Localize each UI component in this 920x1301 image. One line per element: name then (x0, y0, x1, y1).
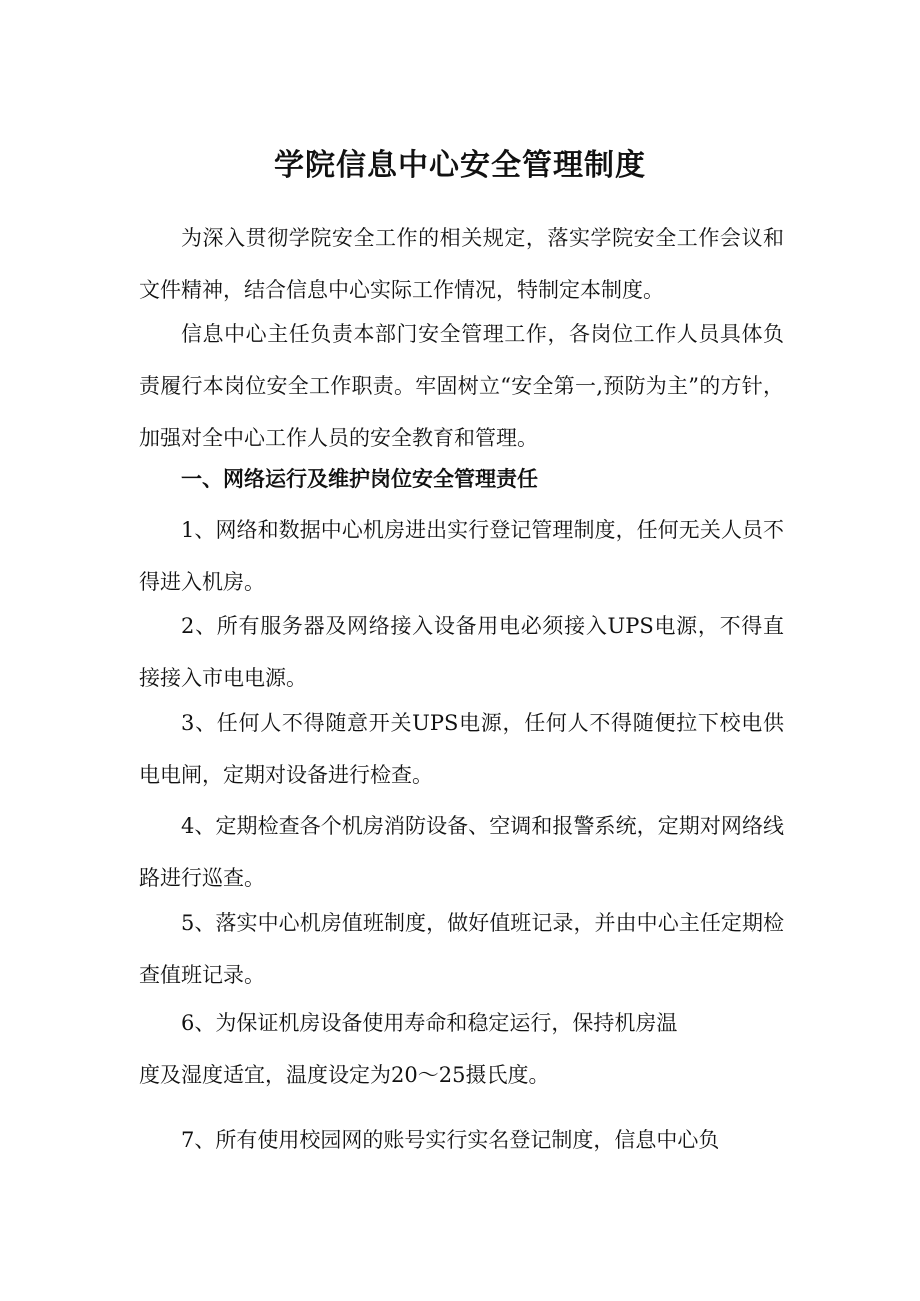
list-item-6-line-1: 6、为保证机房设备使用寿命和稳定运行，保持机房温 (181, 1011, 678, 1035)
list-item-1: 1、网络和数据中心机房进出实行登记管理制度，任何无关人员不得进入机房。 (139, 518, 784, 594)
list-item-3: 3、任何人不得随意开关UPS电源，任何人不得随便拉下校电供电电闸，定期对设备进行检查。 (139, 711, 784, 787)
list-item-7: 7、所有使用校园网的账号实行实名登记制度，信息中心负 (181, 1128, 720, 1152)
section-heading: 一、网络运行及维护岗位安全管理责任 (181, 467, 538, 491)
list-item-6-line-2: 度及湿度适宜，温度设定为20～25摄氏度。 (139, 1063, 550, 1087)
list-item-5: 5、落实中心机房值班制度，做好值班记录，并由中心主任定期检查值班记录。 (139, 911, 784, 987)
list-item-6 (139, 997, 784, 1101)
list-item-4: 4、定期检查各个机房消防设备、空调和报警系统，定期对网络线路进行巡查。 (139, 814, 784, 890)
intro-paragraph-1: 为深入贯彻学院安全工作的相关规定，落实学院安全工作会议和文件精神，结合信息中心实际工作情况，特制定本制度。 (139, 226, 784, 302)
intro-paragraph-2: 信息中心主任负责本部门安全管理工作，各岗位工作人员具体负责履行本岗位安全工作职责。牢固树立“安全第一,预防为主”的方针，加强对全中心工作人员的安全教育和管理。 (139, 322, 784, 450)
document-title: 学院信息中心安全管理制度 (274, 148, 646, 183)
list-item-2: 2、所有服务器及网络接入设备用电必须接入UPS电源，不得直接接入市电电源。 (139, 614, 784, 690)
